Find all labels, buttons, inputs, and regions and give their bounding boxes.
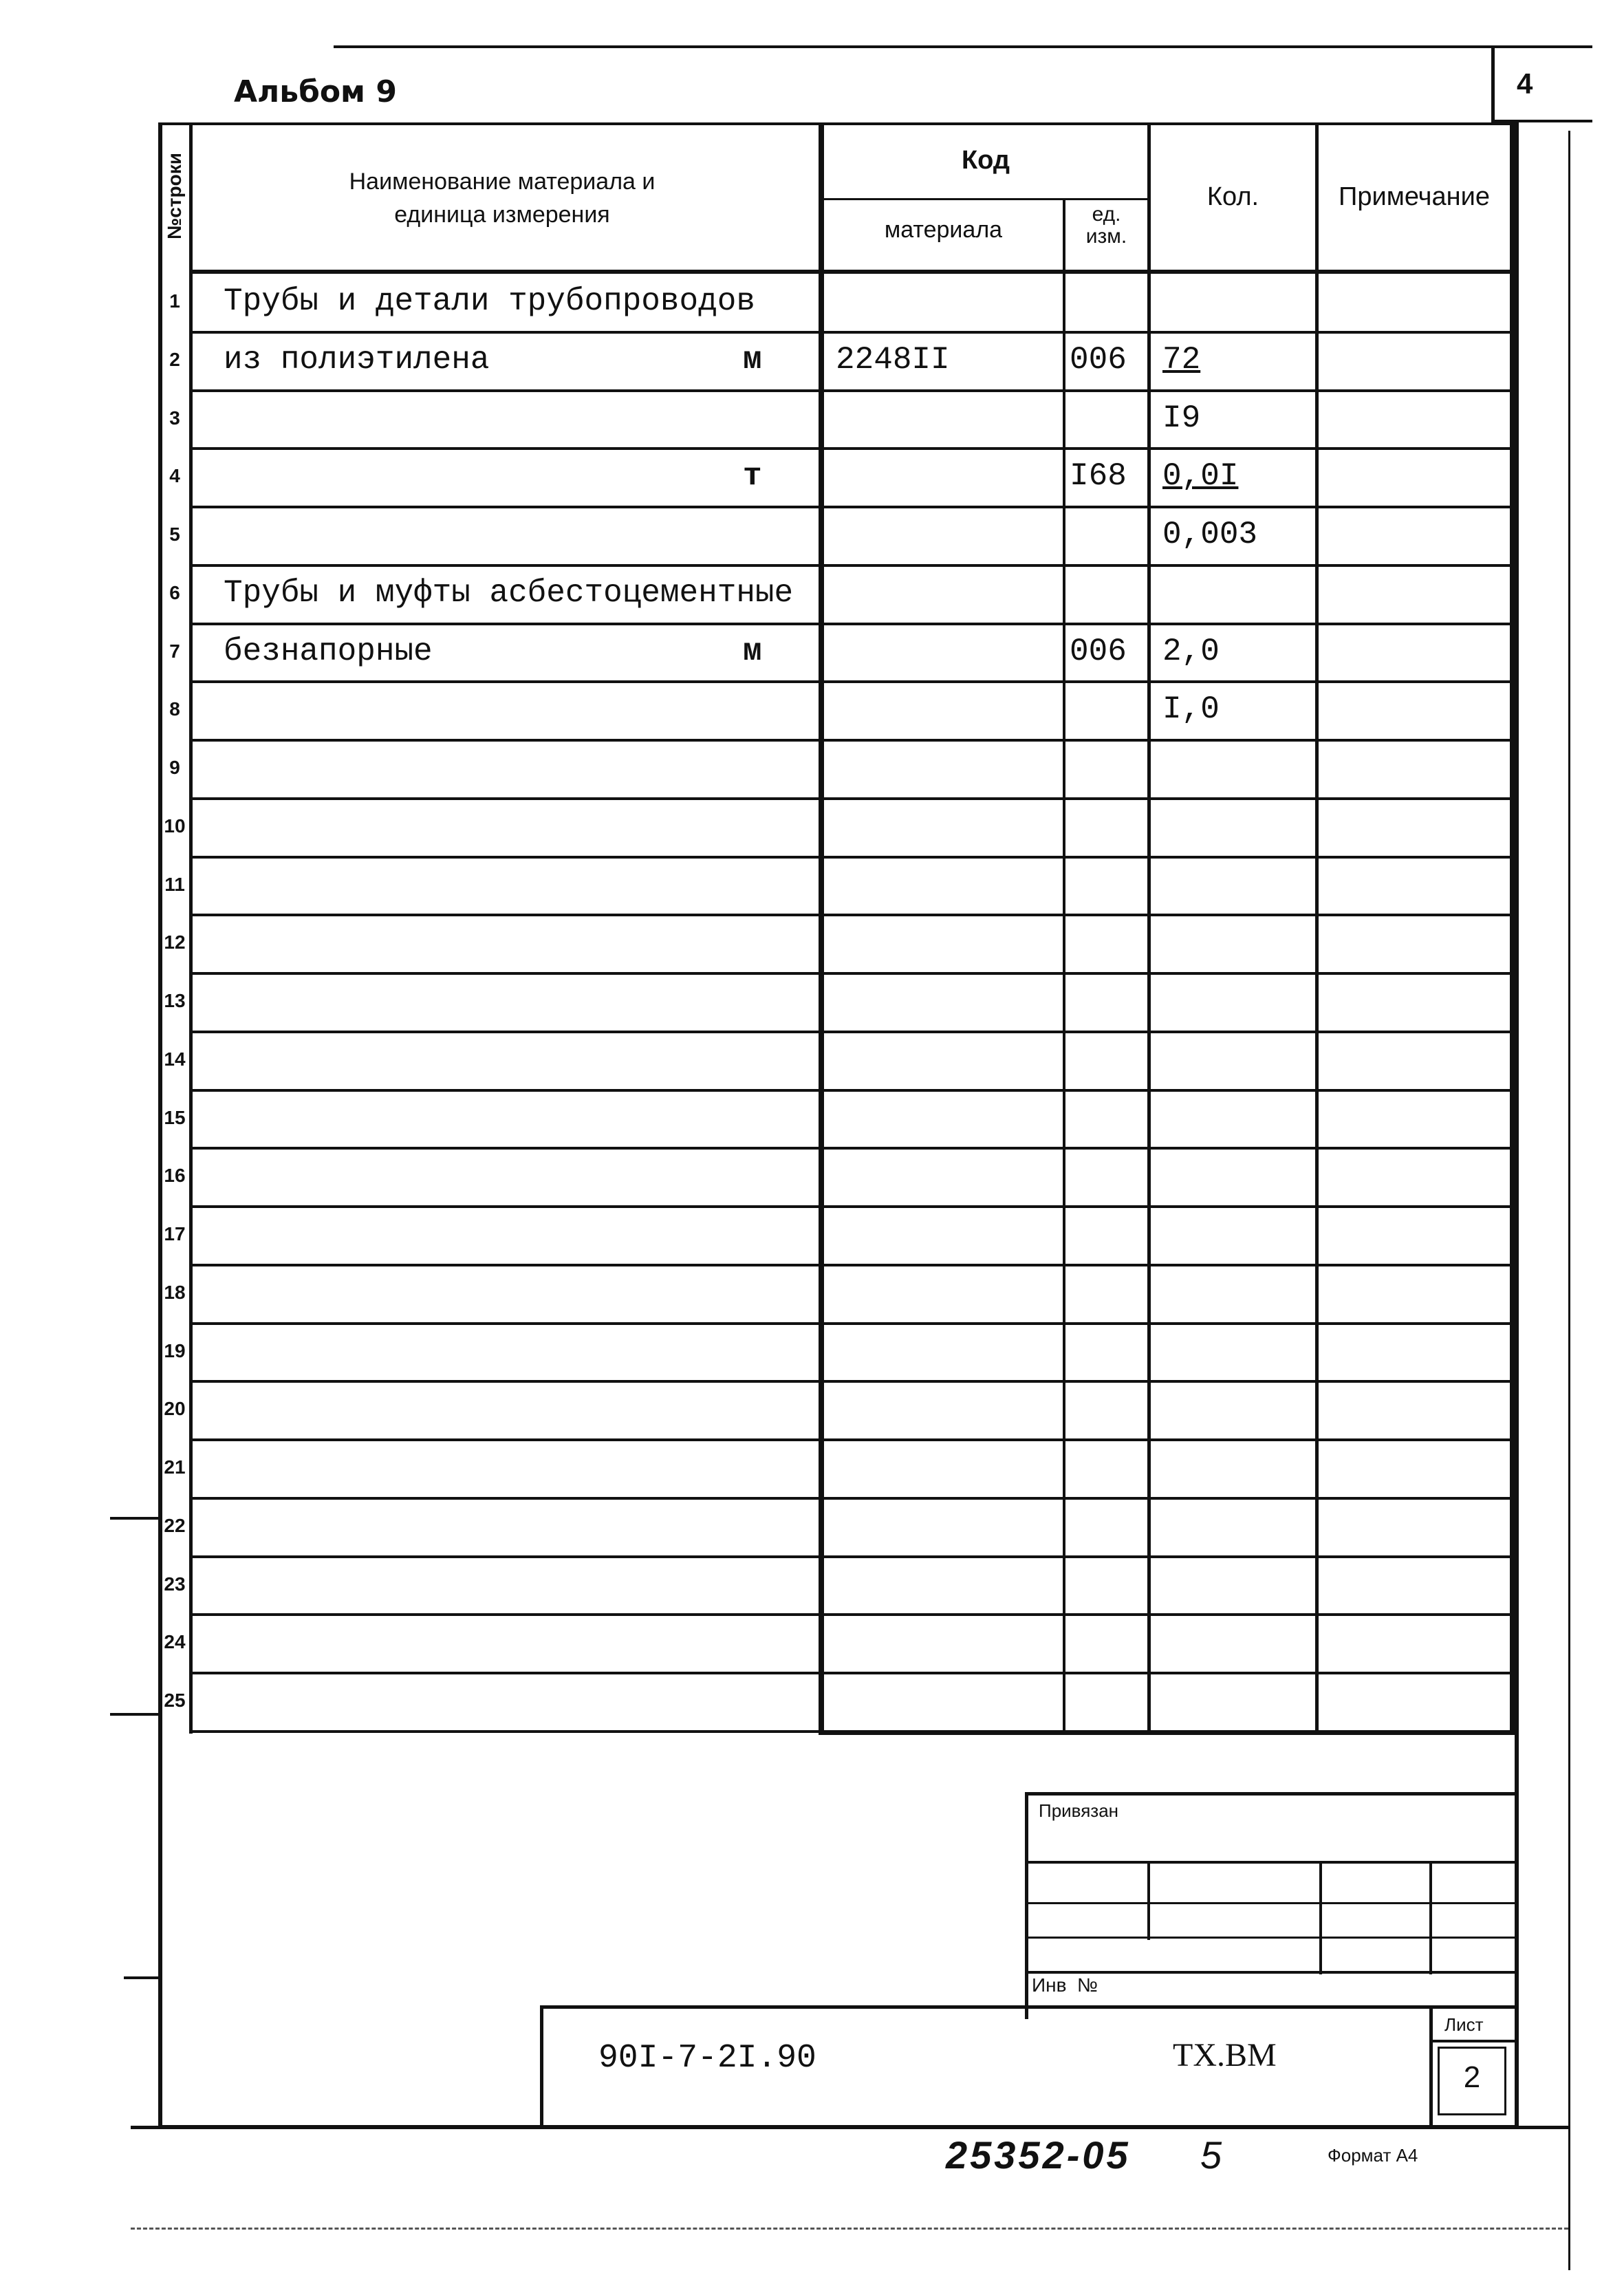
quantity: 0,0I: [1162, 458, 1239, 494]
material-name: безнапорные: [224, 634, 433, 669]
doc-mark: TX.BM: [1173, 2037, 1277, 2073]
row-number: 22: [164, 1515, 186, 1536]
inv-no-label: Инв №: [1032, 1974, 1098, 1996]
stamp-line: [1025, 1937, 1515, 1939]
stamp-line: [1319, 1861, 1322, 1974]
footer-line: [131, 2126, 1568, 2129]
row-number: 12: [164, 931, 186, 953]
stamp-line: [1147, 1861, 1150, 1940]
row-number: 7: [169, 640, 180, 662]
row-number: 13: [164, 990, 186, 1011]
quantity-header: Кол.: [1206, 182, 1259, 211]
material-code: 2248II: [836, 342, 950, 378]
row-number: 19: [164, 1340, 186, 1361]
unit-code: 006: [1070, 342, 1127, 378]
unit-of-measure: м: [743, 342, 762, 378]
album-title: Альбом 9: [234, 74, 397, 109]
row-number: 21: [164, 1456, 186, 1478]
format-label: Формат А4: [1328, 2145, 1418, 2166]
stamp-line: [1429, 1861, 1432, 1974]
unit-code-header-line1: ед.: [1092, 203, 1121, 226]
row-number: 1: [169, 290, 180, 312]
row-number-header: №строки: [164, 153, 185, 239]
stamp-line: [1025, 1861, 1515, 1864]
material-name: Трубы и детали трубопроводов: [224, 283, 755, 319]
quantity: 0,003: [1162, 517, 1258, 552]
attached-box: [1025, 1792, 1515, 2019]
row-number: 9: [169, 757, 180, 778]
name-header-line1: Наименование материала и: [349, 169, 656, 195]
row-number: 5: [169, 524, 180, 545]
row-number: 10: [164, 815, 186, 837]
name-header-line2: единица измерения: [394, 202, 610, 228]
row-number: 15: [164, 1107, 186, 1128]
unit-code: 006: [1070, 634, 1127, 669]
material-name: Трубы и муфты асбестоцементные: [224, 575, 794, 611]
row-number: 6: [169, 582, 180, 603]
row-number: 2: [169, 349, 180, 370]
quantity: I9: [1162, 400, 1201, 436]
row-number: 25: [164, 1690, 186, 1711]
unit-of-measure: м: [743, 634, 762, 669]
sheet-label: Лист: [1444, 2014, 1484, 2035]
sheet-divider: [1429, 2040, 1515, 2042]
sheet-value: 2: [1463, 2060, 1481, 2094]
row-number: 4: [169, 465, 180, 486]
handwritten-number: 25352-05: [946, 2133, 1131, 2177]
material-code-header: материала: [884, 217, 1003, 243]
material-name: из полиэтилена: [224, 342, 490, 378]
row-number: 23: [164, 1573, 186, 1595]
row-number: 8: [169, 698, 180, 720]
doc-code: 90I-7-2I.90: [598, 2040, 816, 2077]
row-number: 17: [164, 1223, 186, 1244]
row-number: 18: [164, 1282, 186, 1303]
stamp-line: [1025, 1902, 1515, 1904]
page-number: 4: [1517, 67, 1533, 100]
unit-code: I68: [1070, 458, 1127, 494]
handwritten-extra: 5: [1200, 2133, 1222, 2177]
stamp-line: [1025, 1971, 1515, 1974]
quantity: 72: [1162, 342, 1201, 378]
attached-label: Привязан: [1039, 1800, 1119, 1821]
note-header: Примечание: [1339, 182, 1490, 211]
code-header: Код: [961, 146, 1010, 175]
unit-of-measure: т: [743, 458, 762, 494]
row-number: 24: [164, 1631, 186, 1652]
row-number: 16: [164, 1165, 186, 1186]
unit-code-header-line2: изм.: [1085, 225, 1127, 248]
row-number: 20: [164, 1398, 186, 1419]
row-number: 14: [164, 1048, 186, 1070]
row-number: 3: [169, 407, 180, 429]
quantity: I,0: [1162, 691, 1220, 727]
quantity: 2,0: [1162, 634, 1220, 669]
bottom-dashed-line: [131, 2228, 1568, 2230]
row-number: 11: [164, 874, 185, 895]
